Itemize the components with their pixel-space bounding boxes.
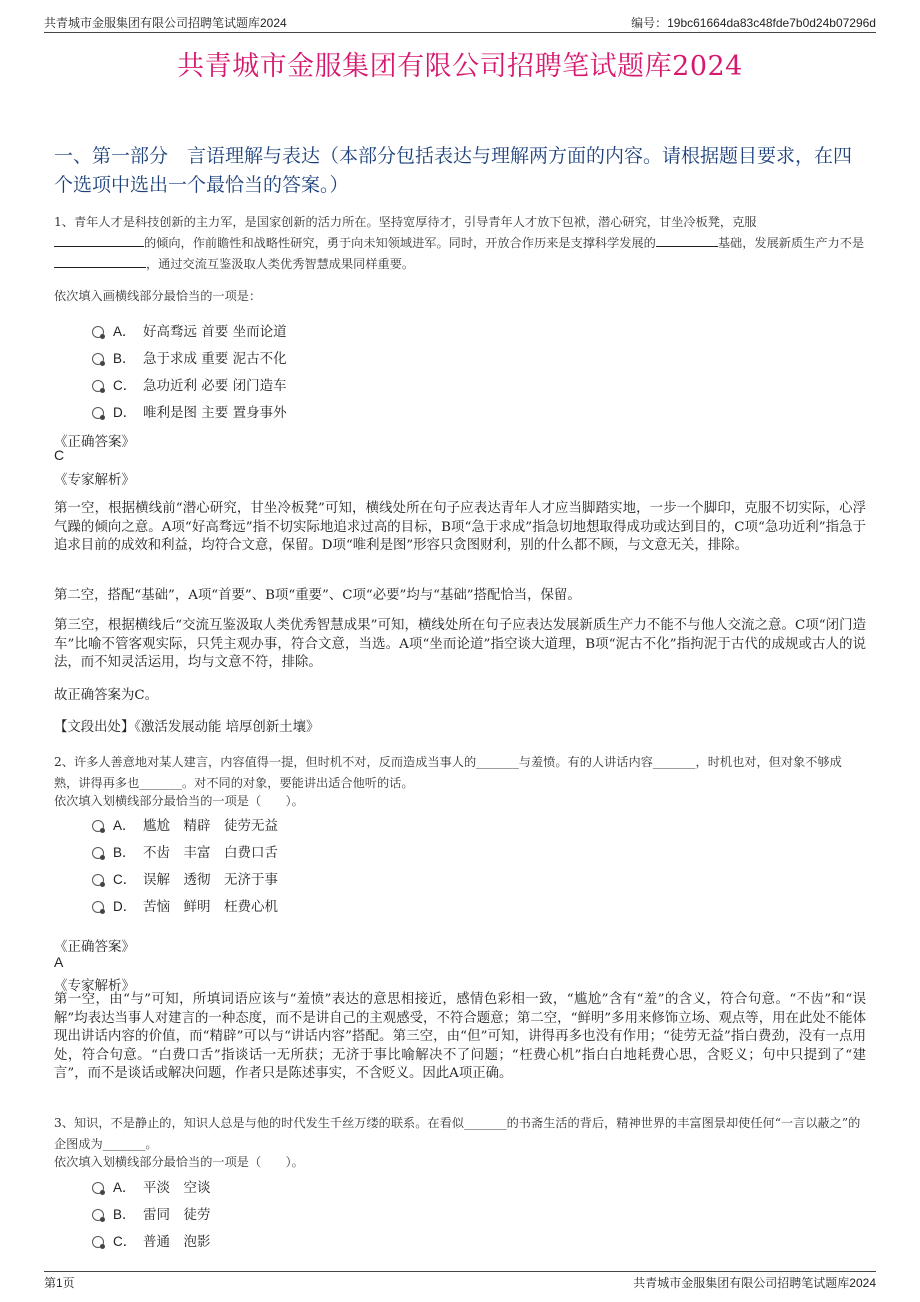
- option-letter: A．: [113, 1180, 136, 1195]
- question-2-text: 2、许多人善意地对某人建言，内容值得一提，但时机不对，反而造成当事人的_______与羞愤。有的人讲话内容_______，时机也对，但对象不够成熟，讲得再多也_______。对不同的对象，要能讲出适合他听的话。: [54, 755, 842, 790]
- option-text: 唯利是图 主要 置身事外: [143, 405, 287, 421]
- option-text: 平淡 空谈: [143, 1180, 211, 1196]
- answer-label: 《正确答案》: [54, 434, 135, 450]
- question-1-options: [92, 320, 287, 428]
- option-d[interactable]: [92, 401, 287, 428]
- radio-icon[interactable]: [92, 380, 104, 392]
- option-d[interactable]: [92, 895, 278, 922]
- question-1-text-part: 的倾向，作前瞻性和战略性研究，勇于向未知领域进军。同时，开放合作历来是支撑科学发展的: [144, 236, 656, 250]
- option-letter: A．: [113, 818, 136, 833]
- radio-icon[interactable]: [92, 1236, 104, 1248]
- correct-answer: A: [54, 954, 64, 970]
- header-doc-title: 共青城市金服集团有限公司招聘笔试题库2024: [44, 16, 287, 30]
- page-footer: [44, 1271, 876, 1290]
- radio-icon[interactable]: [92, 1182, 104, 1194]
- option-text: 雷同 徒劳: [143, 1207, 211, 1223]
- option-text: 尴尬 精辟 徒劳无益: [143, 818, 278, 834]
- option-letter: C．: [113, 872, 137, 887]
- option-a[interactable]: [92, 1176, 211, 1203]
- radio-icon[interactable]: [92, 407, 104, 419]
- option-c[interactable]: [92, 374, 287, 401]
- page-header: [44, 12, 876, 33]
- question-1-prompt: 依次填入画横线部分最恰当的一项是：: [54, 289, 262, 303]
- fill-blank: [54, 234, 144, 247]
- option-letter: A．: [113, 324, 136, 339]
- option-text: 好高骛远 首要 坐而论道: [143, 324, 287, 340]
- analysis-paragraph: 第一空，根据横线前“潜心研究，甘坐冷板凳”可知，横线处所在句子应表达青年人才应当脚踏实地，一步一个脚印，克服不切实际，心浮气躁的倾向之意。A项“好高骛远”指不切实际地追求过高的目标，B项“急于求成”指急切地想取得成功或达到目的，C项“急功近利”指急于追求目前的成效和利益，均符合文意，保留。D项“唯利是图”形容只贪图财利，别的什么都不顾，与文意无关，排除。: [54, 501, 866, 553]
- option-letter: C．: [113, 378, 137, 393]
- radio-icon[interactable]: [92, 901, 104, 913]
- option-letter: B．: [113, 845, 136, 860]
- option-letter: C．: [113, 1234, 137, 1249]
- radio-icon[interactable]: [92, 326, 104, 338]
- question-3-text: 3、知识，不是静止的，知识人总是与他的时代发生千丝万缕的联系。在看似_______的书斋生活的背后，精神世界的丰富图景却使任何“一言以蔽之”的企图成为_______。: [54, 1116, 861, 1151]
- option-text: 不齿 丰富 白费口舌: [143, 845, 278, 861]
- option-text: 苦恼 鲜明 枉费心机: [143, 899, 278, 915]
- option-letter: D．: [113, 405, 137, 420]
- radio-icon[interactable]: [92, 847, 104, 859]
- analysis-paragraph: 第三空，根据横线后“交流互鉴汲取人类优秀智慧成果”可知，横线处所在句子应表达发展新质生产力不能不与他人交流之意。C项“闭门造车”比喻不管客观实际，只凭主观办事，符合文意，当选。A项“坐而论道”指空谈大道理，B项“泥古不化”指拘泥于古代的成规或古人的说法，而不知灵活运用，均与文意不符，排除。: [54, 618, 866, 670]
- radio-icon[interactable]: [92, 820, 104, 832]
- option-c[interactable]: [92, 868, 278, 895]
- option-text: 急功近利 必要 闭门造车: [143, 378, 287, 394]
- option-c[interactable]: [92, 1230, 211, 1257]
- question-1-text: [54, 212, 866, 275]
- header-doc-id: 编号：19bc61664da83c48fde7b0d24b07296d: [631, 16, 876, 30]
- source-note: 【文段出处】《激活发展动能 培厚创新土壤》: [54, 720, 320, 735]
- question-1-text-part: 基础，发展新质生产力不是: [717, 236, 865, 250]
- analysis-paragraph: 故正确答案为C。: [54, 688, 158, 703]
- section-heading: 一、第一部分 言语理解与表达（本部分包括表达与理解两方面的内容。请根据题目要求，在四个选项中选出一个最恰当的答案。）: [54, 145, 853, 196]
- question-2-options: [92, 814, 278, 922]
- option-text: 误解 透彻 无济于事: [143, 872, 278, 888]
- option-a[interactable]: [92, 320, 287, 347]
- option-letter: D．: [113, 899, 137, 914]
- radio-icon[interactable]: [92, 353, 104, 365]
- option-text: 普通 泡影: [143, 1234, 211, 1250]
- page-number: 第1页: [44, 1276, 75, 1290]
- analysis-paragraph: 第一空，由“与”可知，所填词语应该与“羞愤”表达的意思相接近，感情色彩相一致，“尴尬”含有“羞”的含义，符合句意。“不齿”和“误解”均表达当事人对建言的一种态度，而不是讲自己的主观感受，不符合题意；第二空，“鲜明”多用来修饰立场、观点等，用在此处不能体现出讲话内容的价值，而“精辟”可以与“讲话内容”搭配。第三空，由“但”可知，讲得再多也没有作用；“徒劳无益”指白费劲，没有一点用处，符合句意。“白费口舌”指谈话一无所获；无济于事比喻解决不了问题；“枉费心机”指白白地耗费心思，含贬义；句中只提到了“建言”，而不是谈话或解决问题，作者只是陈述事实，不含贬义。因此A项正确。: [54, 992, 866, 1081]
- question-1-text-part: ，通过交流互鉴汲取人类优秀智慧成果同样重要。: [146, 257, 415, 271]
- analysis-paragraph: 第二空，搭配“基础”，A项“首要”、B项“重要”、C项“必要”均与“基础”搭配恰当，保留。: [54, 588, 581, 603]
- footer-doc-title: 共青城市金服集团有限公司招聘笔试题库2024: [633, 1276, 876, 1290]
- question-3-options: [92, 1176, 211, 1257]
- fill-blank: [656, 234, 718, 247]
- radio-icon[interactable]: [92, 874, 104, 886]
- question-1-text-part: 1、青年人才是科技创新的主力军，是国家创新的活力所在。坚持宽厚待才，引导青年人才放下包袱，潜心研究，甘坐冷板凳，克服: [54, 215, 757, 229]
- correct-answer: C: [54, 447, 65, 463]
- analysis-label: 《专家解析》: [54, 978, 135, 994]
- option-text: 急于求成 重要 泥古不化: [143, 351, 287, 367]
- option-b[interactable]: [92, 347, 287, 374]
- option-letter: B．: [113, 1207, 136, 1222]
- option-b[interactable]: [92, 841, 278, 868]
- question-2-prompt: 依次填入划横线部分最恰当的一项是（ ）。: [54, 794, 304, 808]
- analysis-label: 《专家解析》: [54, 472, 135, 488]
- radio-icon[interactable]: [92, 1209, 104, 1221]
- question-3-prompt: 依次填入划横线部分最恰当的一项是（ ）。: [54, 1155, 304, 1169]
- page-title: 共青城市金服集团有限公司招聘笔试题库2024: [177, 51, 743, 82]
- answer-label: 《正确答案》: [54, 939, 135, 955]
- fill-blank: [54, 255, 146, 268]
- option-letter: B．: [113, 351, 136, 366]
- option-a[interactable]: [92, 814, 278, 841]
- option-b[interactable]: [92, 1203, 211, 1230]
